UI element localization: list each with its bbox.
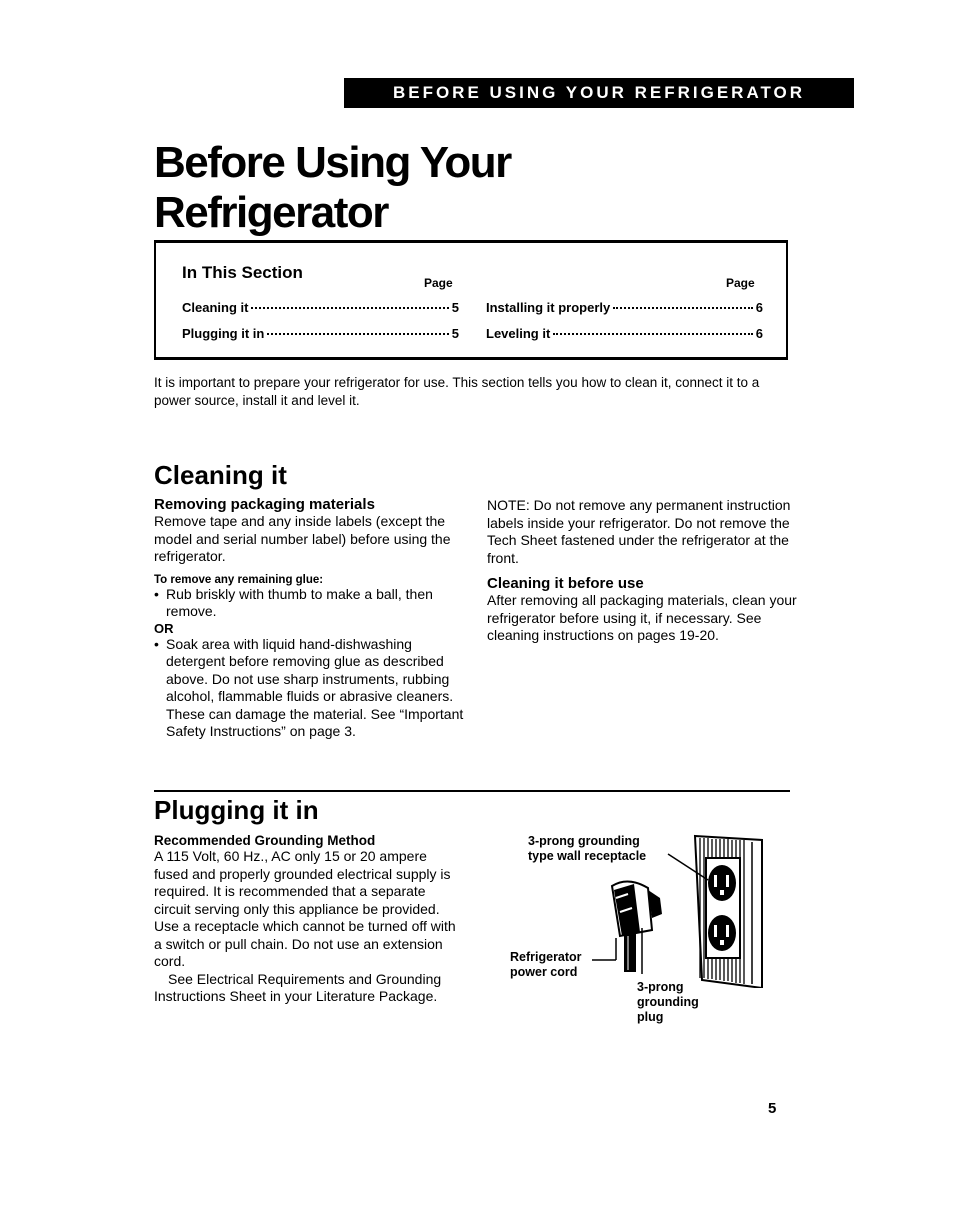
toc-item-label: Plugging it in — [182, 326, 265, 341]
glue-bullet-2: • Soak area with liquid hand-dishwashing detergent before removing glue as described above. Do not use sharp instruments, rubbing alcohol, flammable fluids or abrasive cleaners. These can damage the material. See “Important Safety Instructions” on page 3. — [154, 636, 464, 741]
cleaning-right-column — [487, 497, 797, 645]
toc-leader-dots — [251, 307, 448, 309]
cleaning-before-use-heading: Cleaning it before use — [487, 575, 644, 592]
toc-item-leveling[interactable] — [486, 326, 763, 341]
toc-item-page: 6 — [755, 300, 763, 315]
section-divider — [154, 790, 790, 792]
removing-packaging-text: Remove tape and any inside labels (except the model and serial number label) before using the refrigerator. — [154, 513, 451, 564]
toc-item-page: 5 — [451, 326, 459, 341]
grounding-figure — [590, 828, 770, 988]
grounding-paragraph-1: A 115 Volt, 60 Hz., AC only 15 or 20 ampere fused and properly grounded electrical supply is required. It is recommended that a separate circuit serving only this appliance be provided. Use a receptacle which cannot be turned off with a switch or pull chain. Do not use an extension cord. — [154, 848, 456, 969]
toc-item-label: Installing it properly — [486, 300, 611, 315]
toc-leader-dots — [267, 333, 448, 335]
title-line-1: Before Using Your — [154, 138, 511, 187]
removing-packaging-heading: Removing packaging materials — [154, 496, 375, 513]
toc-leader-dots — [613, 307, 753, 309]
note-label: NOTE: — [487, 497, 530, 513]
note-text: Do not remove any permanent instruction labels inside your refrigerator. Do not remove the Tech Sheet fastened under the refrigerator at the front. — [487, 497, 791, 566]
toc-page-label-right: Page — [726, 276, 755, 290]
plugging-left-column — [154, 833, 464, 1006]
toc-heading: In This Section — [182, 263, 303, 282]
toc-leader-dots — [553, 333, 752, 335]
plugging-heading: Plugging it in — [154, 795, 319, 825]
cleaning-before-use-text: After removing all packaging materials, clean your refrigerator before using it, if necessary. See cleaning instructions on pages 19-20. — [487, 592, 797, 643]
cleaning-left-column — [154, 496, 464, 741]
toc-item-plugging[interactable] — [182, 326, 459, 341]
plug-label: 3-prong grounding plug — [637, 980, 699, 1024]
title-line-2: Refrigerator — [154, 188, 388, 237]
cleaning-heading: Cleaning it — [154, 460, 287, 490]
page-number: 5 — [768, 1100, 777, 1117]
intro-paragraph: It is important to prepare your refrigerator for use. This section tells you how to clean it, connect it to a power source, install it and level it. — [154, 375, 760, 408]
toc-item-cleaning[interactable] — [182, 300, 459, 315]
toc-item-label: Cleaning it — [182, 300, 249, 315]
toc-item-label: Leveling it — [486, 326, 551, 341]
glue-heading: To remove any remaining glue: — [154, 573, 324, 586]
in-this-section-box — [154, 240, 788, 360]
note-paragraph — [487, 497, 797, 567]
page-title — [154, 138, 754, 238]
toc-page-label-left: Page — [424, 276, 453, 290]
three-prong-plug-icon — [612, 881, 662, 972]
power-cord-label: Refrigerator power cord — [510, 950, 582, 979]
toc-item-page: 5 — [451, 300, 459, 315]
grounding-method-heading: Recommended Grounding Method — [154, 833, 376, 848]
section-banner: BEFORE USING YOUR REFRIGERATOR — [344, 78, 854, 108]
glue-bullet-1: • Rub briskly with thumb to make a ball, then remove. — [154, 586, 464, 621]
toc-item-installing[interactable] — [486, 300, 763, 315]
toc-item-page: 6 — [755, 326, 763, 341]
grounding-paragraph-2: See Electrical Requirements and Grounding Instructions Sheet in your Literature Package. — [154, 970, 442, 1004]
receptacle-label: 3-prong grounding type wall receptacle — [528, 834, 647, 863]
or-separator: OR — [154, 620, 174, 636]
wall-receptacle-icon — [695, 836, 762, 988]
